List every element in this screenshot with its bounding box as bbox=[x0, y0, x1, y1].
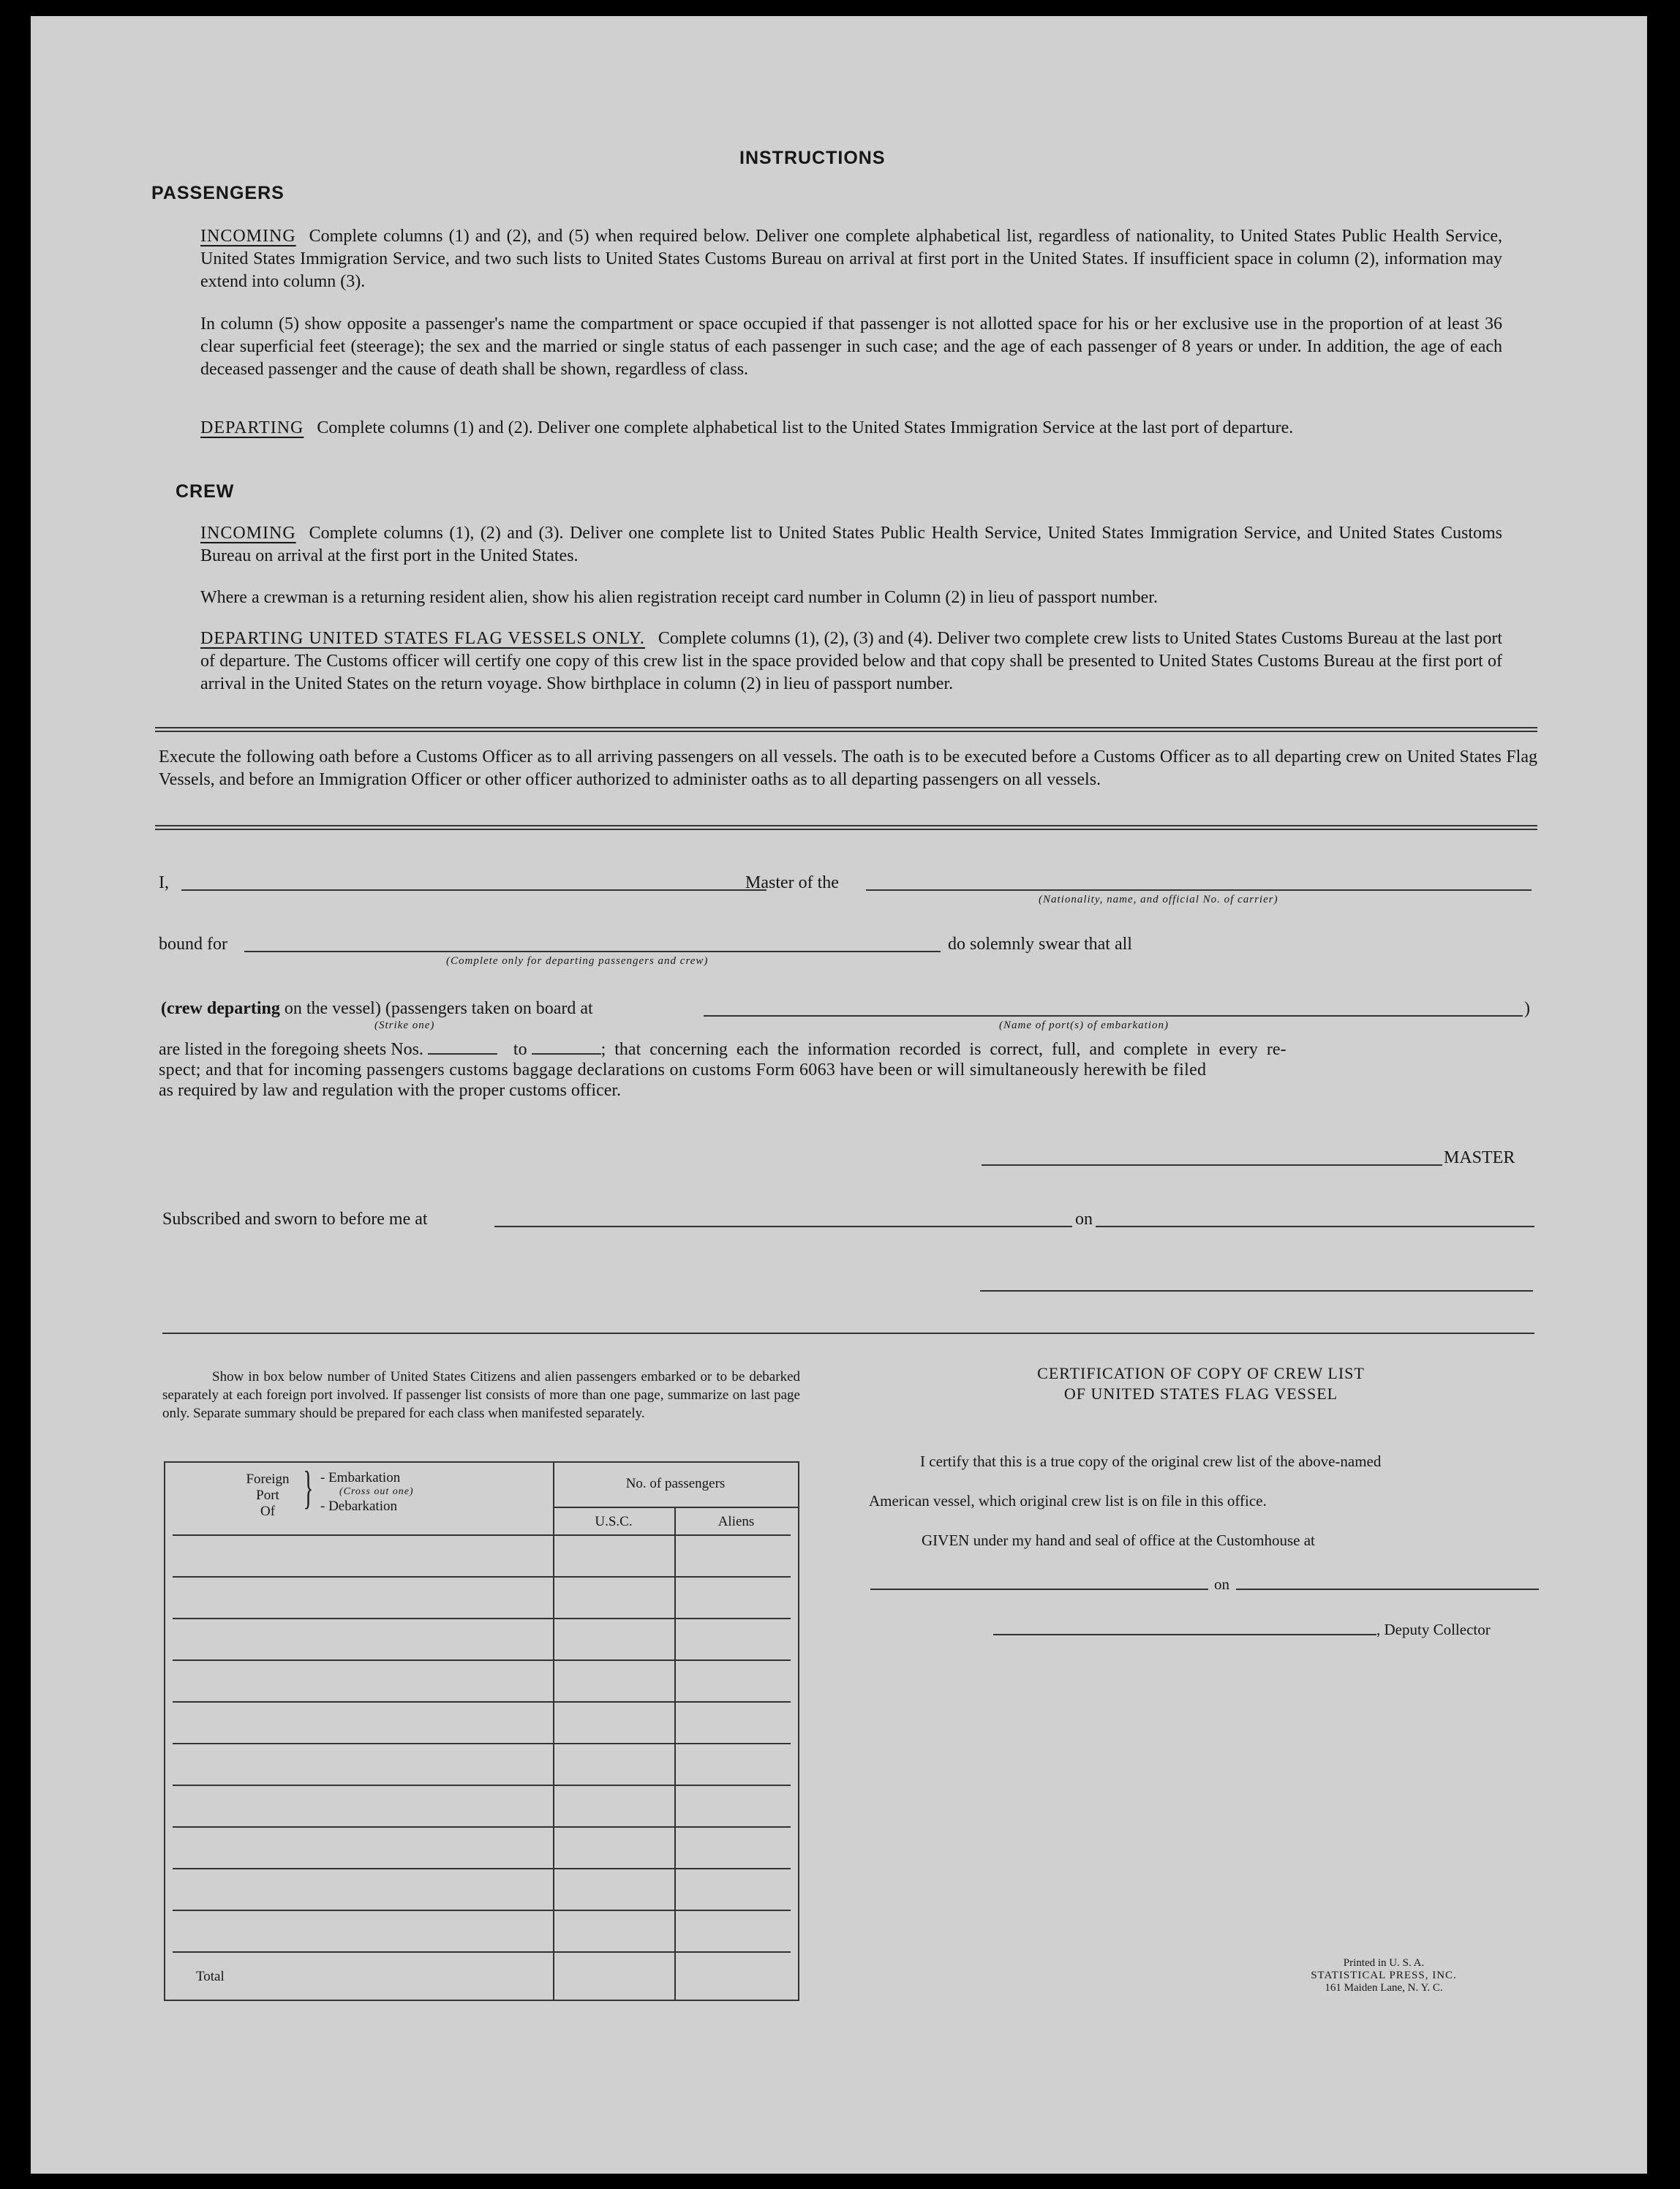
master-signature-field[interactable] bbox=[982, 1164, 1442, 1166]
listed-post: ; that concerning each the information recorded is correct, full, and complete in every re- bbox=[600, 1040, 1287, 1059]
table-row[interactable] bbox=[173, 1826, 791, 1828]
embarkation-label: - Embarkation bbox=[320, 1470, 401, 1485]
passengers-departing-text: Complete columns (1) and (2). Deliver one complete alphabetical list to the United States Immigration Service at the last port of departure. bbox=[317, 418, 1294, 437]
oath-i-label: I, bbox=[159, 873, 169, 892]
usc-header: U.S.C. bbox=[595, 1514, 633, 1529]
passengers-incoming-paragraph bbox=[200, 225, 1502, 293]
page-title: INSTRUCTIONS bbox=[739, 148, 886, 168]
passengers-heading: PASSENGERS bbox=[151, 183, 285, 203]
passenger-summary-table bbox=[164, 1461, 799, 2001]
certify-on-label: on bbox=[1214, 1575, 1229, 1593]
master-of-the-label: Master of the bbox=[745, 873, 839, 892]
divider-bottom bbox=[162, 1333, 1534, 1334]
table-row[interactable] bbox=[173, 1785, 791, 1786]
table-row[interactable] bbox=[173, 1576, 791, 1578]
listed-line-1 bbox=[159, 1040, 1287, 1060]
crew-resident-paragraph bbox=[200, 587, 1502, 609]
sworn-date-field[interactable] bbox=[1096, 1226, 1534, 1227]
table-row[interactable] bbox=[173, 1868, 791, 1869]
brace-icon: } bbox=[303, 1461, 314, 1513]
master-label: MASTER bbox=[1444, 1148, 1515, 1167]
close-paren: ) bbox=[1524, 999, 1530, 1018]
passengers-departing-paragraph bbox=[200, 417, 1502, 440]
master-name-field[interactable] bbox=[181, 889, 766, 891]
crew-resident-text: Where a crewman is a returning resident alien, show his alien registration receipt card number in Column (2) in lieu of passport number. bbox=[200, 588, 1158, 607]
passengers-departing-label: DEPARTING bbox=[200, 418, 304, 437]
crew-departing-rest: on the vessel) (passengers taken on board at bbox=[284, 999, 593, 1018]
passengers-incoming-label: INCOMING bbox=[200, 227, 296, 246]
passengers-column5-text: In column (5) show opposite a passenger's name the compartment or space occupied if that passenger is not allotted space for his or her exclusive use in the proportion of at least 36 clear superficial feet (steerage); the sex and the married or single status of each passenger in such case; and the age of each passenger of 8 years or under. In addition, the age of each deceased passenger and the cause of death shall be shown, regardless of class. bbox=[200, 314, 1502, 379]
oath-instruction: Execute the following oath before a Customs Officer as to all arriving passengers on all vessels. The oath is to be executed before a Customs Officer as to all departing crew on United States Flag Vessels, and before an Immigration Officer or other officer authorized to administer oaths as to all departing passengers on all vessels. bbox=[159, 747, 1537, 789]
table-col-divider-2 bbox=[674, 1507, 676, 2000]
certify-date-field[interactable] bbox=[1236, 1589, 1539, 1590]
of-label: Of bbox=[260, 1504, 276, 1519]
table-row[interactable] bbox=[173, 1534, 791, 1536]
given-line: GIVEN under my hand and seal of office at the Customhouse at bbox=[922, 1531, 1315, 1549]
deputy-collector-label: , Deputy Collector bbox=[1376, 1621, 1491, 1638]
form-page bbox=[31, 16, 1647, 2174]
table-subheader-line bbox=[553, 1507, 798, 1508]
sheet-to-field[interactable] bbox=[532, 1040, 601, 1055]
divider-oath bbox=[155, 825, 1537, 830]
listed-line-2: spect; and that for incoming passengers customs baggage declarations on customs Form 6063 have been or will simultaneously herewith be filed bbox=[159, 1060, 1207, 1080]
carrier-field[interactable] bbox=[866, 889, 1532, 891]
port-label: Port bbox=[256, 1488, 279, 1503]
table-col-divider-1 bbox=[553, 1463, 554, 2000]
printer-imprint bbox=[1289, 1957, 1479, 1994]
strike-one-caption: (Strike one) bbox=[374, 1020, 435, 1031]
crew-departing-text: Complete columns (1), (2), (3) and (4). Deliver two complete crew lists to United States Customs Bureau at the last port of departure. The Customs officer will certify one copy of this crew list in the space provided below and that copy shall be presented to United States Customs Bureau at the first port of arrival in the United States on the return voyage. Show birthplace in column (2) in lieu of passport number. bbox=[200, 629, 1502, 693]
sworn-on-label: on bbox=[1075, 1210, 1093, 1229]
foreign-label: Foreign bbox=[246, 1472, 290, 1487]
crew-passengers-strike-line bbox=[161, 999, 593, 1019]
crew-heading: CREW bbox=[176, 481, 235, 502]
aliens-header: Aliens bbox=[717, 1514, 755, 1529]
bound-for-label: bound for bbox=[159, 935, 227, 954]
divider-top bbox=[155, 727, 1537, 732]
crew-departing-label: DEPARTING UNITED STATES FLAG VESSELS ONLY. bbox=[200, 629, 645, 648]
listed-pre: are listed in the foregoing sheets Nos. bbox=[159, 1040, 423, 1059]
table-row[interactable] bbox=[173, 1910, 791, 1911]
cross-out-label: (Cross out one) bbox=[339, 1486, 414, 1497]
crew-departing-bold: (crew departing bbox=[161, 999, 280, 1018]
listed-line-3: as required by law and regulation with the proper customs officer. bbox=[159, 1081, 622, 1100]
bound-for-field[interactable] bbox=[244, 951, 941, 952]
deputy-collector-signature-field[interactable] bbox=[993, 1634, 1376, 1635]
certification-title-line2: OF UNITED STATES FLAG VESSEL bbox=[1063, 1384, 1338, 1403]
certification-title-line1: CERTIFICATION OF COPY OF CREW LIST bbox=[1037, 1364, 1365, 1382]
passengers-incoming-text: Complete columns (1) and (2), and (5) when required below. Deliver one complete alphabetical list, regardless of nationality, to United States Public Health Service, United States Immigration Service, and two such lists to United States Customs Bureau on arrival at first port in the United States. If insufficient space in column (2), information may extend into column (3). bbox=[200, 227, 1502, 291]
certify-line1: I certify that this is a true copy of the original crew list of the above-named bbox=[920, 1453, 1382, 1470]
certification-title bbox=[938, 1363, 1464, 1404]
printer-line3: 161 Maiden Lane, N. Y. C. bbox=[1325, 1982, 1443, 1994]
swear-text: do solemnly swear that all bbox=[948, 935, 1132, 954]
sworn-place-field[interactable] bbox=[494, 1226, 1072, 1227]
printer-line2: STATISTICAL PRESS, INC. bbox=[1311, 1970, 1457, 1981]
table-row[interactable] bbox=[173, 1743, 791, 1744]
subscribed-label: Subscribed and sworn to before me at bbox=[162, 1210, 428, 1229]
passengers-column5-paragraph bbox=[200, 313, 1502, 381]
total-label: Total bbox=[196, 1969, 225, 1984]
table-row[interactable] bbox=[173, 1659, 791, 1661]
no-passengers-header: No. of passengers bbox=[625, 1476, 726, 1491]
port-of-embarkation-field[interactable] bbox=[704, 1015, 1523, 1017]
printer-line1: Printed in U. S. A. bbox=[1343, 1957, 1425, 1969]
crew-departing-paragraph bbox=[200, 628, 1502, 696]
listed-to: to bbox=[513, 1040, 527, 1059]
carrier-caption: (Nationality, name, and official No. of carrier) bbox=[1039, 894, 1278, 905]
officer-signature-field[interactable] bbox=[980, 1290, 1533, 1292]
port-caption: (Name of port(s) of embarkation) bbox=[999, 1020, 1169, 1031]
summary-instruction: Show in box below number of United States Citizens and alien passengers embarked or to be debarked separately at each foreign port involved. If passenger list consists of more than one page, summarize on last page only. Separate summary should be prepared for each class when manifested separately. bbox=[162, 1369, 800, 1421]
certify-line2: American vessel, which original crew list is on file in this office. bbox=[869, 1492, 1267, 1510]
crew-incoming-text: Complete columns (1), (2) and (3). Deliver one complete list to United States Public Health Service, United States Immigration Service, and United States Customs Bureau on arrival at the first port in the United States. bbox=[200, 524, 1502, 565]
crew-incoming-label: INCOMING bbox=[200, 524, 296, 543]
embark-debark-group[interactable] bbox=[320, 1470, 414, 1514]
crew-incoming-paragraph bbox=[200, 522, 1502, 568]
foreign-port-of-label bbox=[238, 1472, 297, 1520]
debarkation-label: - Debarkation bbox=[320, 1499, 397, 1514]
table-row[interactable] bbox=[173, 1701, 791, 1703]
table-row[interactable] bbox=[173, 1951, 791, 1953]
bound-for-caption: (Complete only for departing passengers and crew) bbox=[446, 955, 709, 967]
sheet-from-field[interactable] bbox=[428, 1040, 497, 1055]
customhouse-field[interactable] bbox=[870, 1589, 1208, 1590]
table-row[interactable] bbox=[173, 1618, 791, 1619]
